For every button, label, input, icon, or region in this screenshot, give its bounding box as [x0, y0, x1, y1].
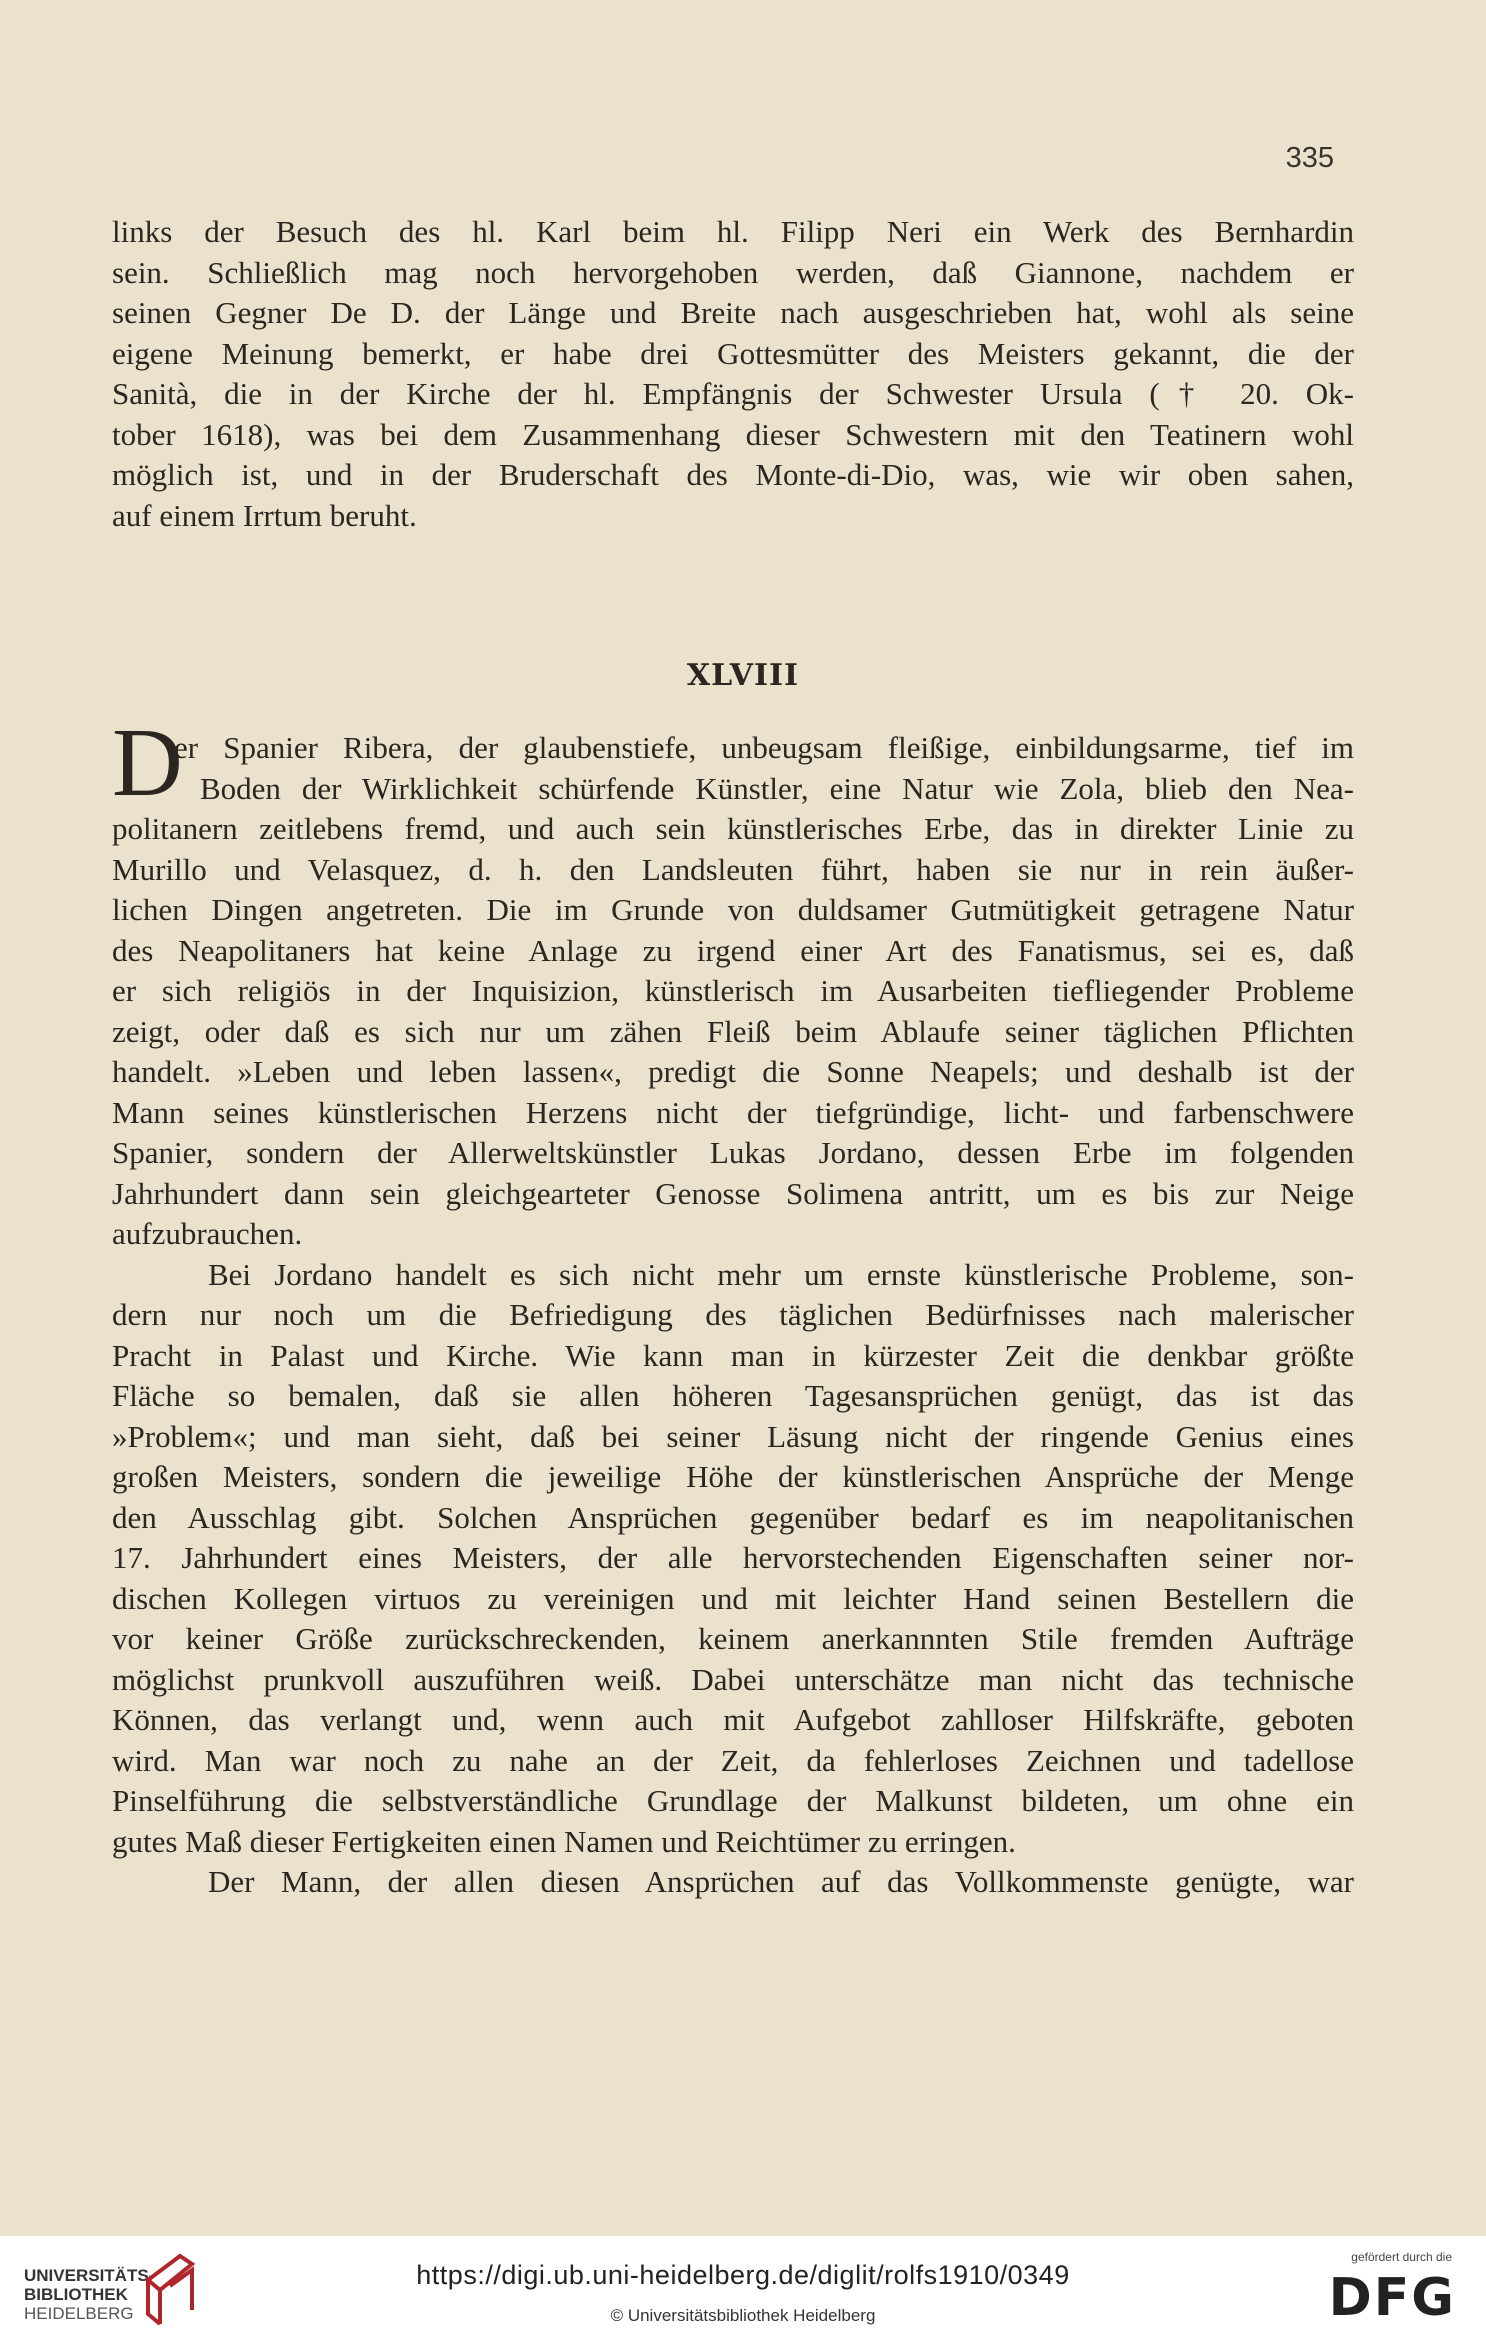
text-line: möglich ist, und in der Bruderschaft des Monte-di-Dio, was, wie wir oben sahen, — [112, 457, 1354, 492]
text-line: Jahrhundert dann sein gleichgearteter Genosse Solimena antritt, um es bis zur Neige — [112, 1175, 1354, 1211]
text-line: Spanier, sondern der Allerweltskünstler Lukas Jordano, dessen Erbe im folgenden — [112, 1135, 1354, 1170]
text-line: dern nur noch um die Befriedigung des täglichen Bedürfnisses nach malerischer — [112, 1297, 1354, 1332]
text-line: handelt. »Leben und leben lassen«, predigt die Sonne Neapels; und deshalb ist der — [112, 1054, 1354, 1089]
text-line: Boden der Wirklichkeit schürfende Künstler, eine Natur wie Zola, blieb den Nea- — [200, 770, 1354, 806]
text-line: 17. Jahrhundert eines Meisters, der alle hervorstechenden Eigenschaften seiner nor- — [112, 1540, 1354, 1575]
text-line: großen Meisters, sondern die jeweilige Höhe der künstlerischen Ansprüche der Menge — [112, 1459, 1354, 1494]
text-line: er sich religiös in der Inquisizion, künstlerisch im Ausarbeiten tiefliegender Probleme — [112, 973, 1354, 1008]
text-line: er Spanier Ribera, der glaubenstiefe, unbeugsam fleißige, einbildungsarme, tief im — [174, 730, 1354, 765]
text-line: links der Besuch des hl. Karl beim hl. Filipp Neri ein Werk des Bernhardin — [112, 214, 1354, 249]
paragraph-2 — [112, 728, 1354, 1903]
text-line: seinen Gegner De D. der Länge und Breite nach ausgeschrieben hat, wohl als seine — [112, 295, 1354, 330]
text-line: gutes Maß dieser Fertigkeiten einen Namen und Reichtümer zu erringen. — [112, 1823, 1016, 1859]
text-line: Sanità, die in der Kirche der hl. Empfängnis der Schwester Ursula († 20. Ok- — [112, 376, 1354, 411]
drop-cap: D — [112, 709, 183, 817]
paragraph-1 — [112, 212, 1354, 536]
text-line: auf einem Irrtum beruht. — [112, 497, 417, 533]
text-line: zeigt, oder daß es sich nur um zähen Fleiß beim Ablaufe seiner täglichen Pflichten — [112, 1013, 1354, 1049]
text-line: eigene Meinung bemerkt, er habe drei Gottesmütter des Meisters gekannt, die der — [112, 335, 1354, 371]
copyright-notice: © Universitätsbibliothek Heidelberg — [610, 2306, 876, 2325]
text-line: »Problem«; und man sieht, daß bei seiner Läsung nicht der ringende Genius eines — [112, 1418, 1354, 1454]
text-line: des Neapolitaners hat keine Anlage zu irgend einer Art des Fanatismus, sei es, daß — [112, 932, 1354, 968]
text-line: aufzubrauchen. — [112, 1216, 303, 1251]
text-line: den Ausschlag gibt. Solchen Ansprüchen gegenüber bedarf es im neapolitanischen — [112, 1499, 1354, 1535]
text-line: Pracht in Palast und Kirche. Wie kann man in kürzester Zeit die denkbar größte — [112, 1337, 1354, 1373]
text-line: Pinselführung die selbstverständliche Grundlage der Malkunst bildeten, um ohne ein — [112, 1783, 1354, 1818]
source-url-link[interactable]: https://digi.ub.uni-heidelberg.de/diglit/rolfs1910/0349 — [416, 2260, 1070, 2290]
text-line: Bei Jordano handelt es sich nicht mehr um ernste künstlerische Probleme, son- — [208, 1256, 1354, 1292]
funding-note: gefördert durch die — [1351, 2250, 1452, 2264]
text-line: Fläche so bemalen, daß sie allen höheren Tagesansprüchen genügt, das ist das — [112, 1378, 1354, 1413]
text-line: Können, das verlangt und, wenn auch mit Aufgebot zahlloser Hilfskräfte, geboten — [112, 1702, 1354, 1737]
text-line: Murillo und Velasquez, d. h. den Landsleuten führt, haben sie nur in rein äußer- — [112, 851, 1354, 887]
footer — [0, 2236, 1486, 2344]
text-line: wird. Man war noch zu nahe an der Zeit, da fehlerloses Zeichnen und tadellose — [112, 1742, 1354, 1778]
text-line: dischen Kollegen virtuos zu vereinigen und mit leichter Hand seinen Bestellern die — [112, 1580, 1354, 1616]
text-line: Mann seines künstlerischen Herzens nicht der tiefgründige, licht- und farbenschwere — [112, 1094, 1354, 1130]
chapter-heading: XLVIII — [686, 658, 800, 693]
library-name: UNIVERSITÄTS- BIBLIOTHEK HEIDELBERG — [24, 2266, 155, 2323]
page-number: 335 — [1285, 142, 1334, 174]
text-line: möglichst prunkvoll auszuführen weiß. Dabei unterschätze man nicht das technische — [112, 1661, 1354, 1697]
text-line: vor keiner Größe zurückschreckenden, keinem anerkannnten Stile fremden Aufträge — [112, 1621, 1354, 1656]
text-line: politanern zeitlebens fremd, und auch sein künstlerisches Erbe, das in direkter Linie zu — [112, 811, 1354, 846]
text-line: sein. Schließlich mag noch hervorgehoben werden, daß Giannone, nachdem er — [112, 254, 1354, 290]
text-line: lichen Dingen angetreten. Die im Grunde von duldsamer Gutmütigkeit getragene Natur — [112, 892, 1354, 927]
text-line: Der Mann, der allen diesen Ansprüchen auf das Vollkommenste genügte, war — [208, 1864, 1354, 1899]
text-line: tober 1618), was bei dem Zusammenhang dieser Schwestern mit den Teatinern wohl — [112, 416, 1354, 452]
dfg-logo: DFG — [1328, 2268, 1456, 2328]
